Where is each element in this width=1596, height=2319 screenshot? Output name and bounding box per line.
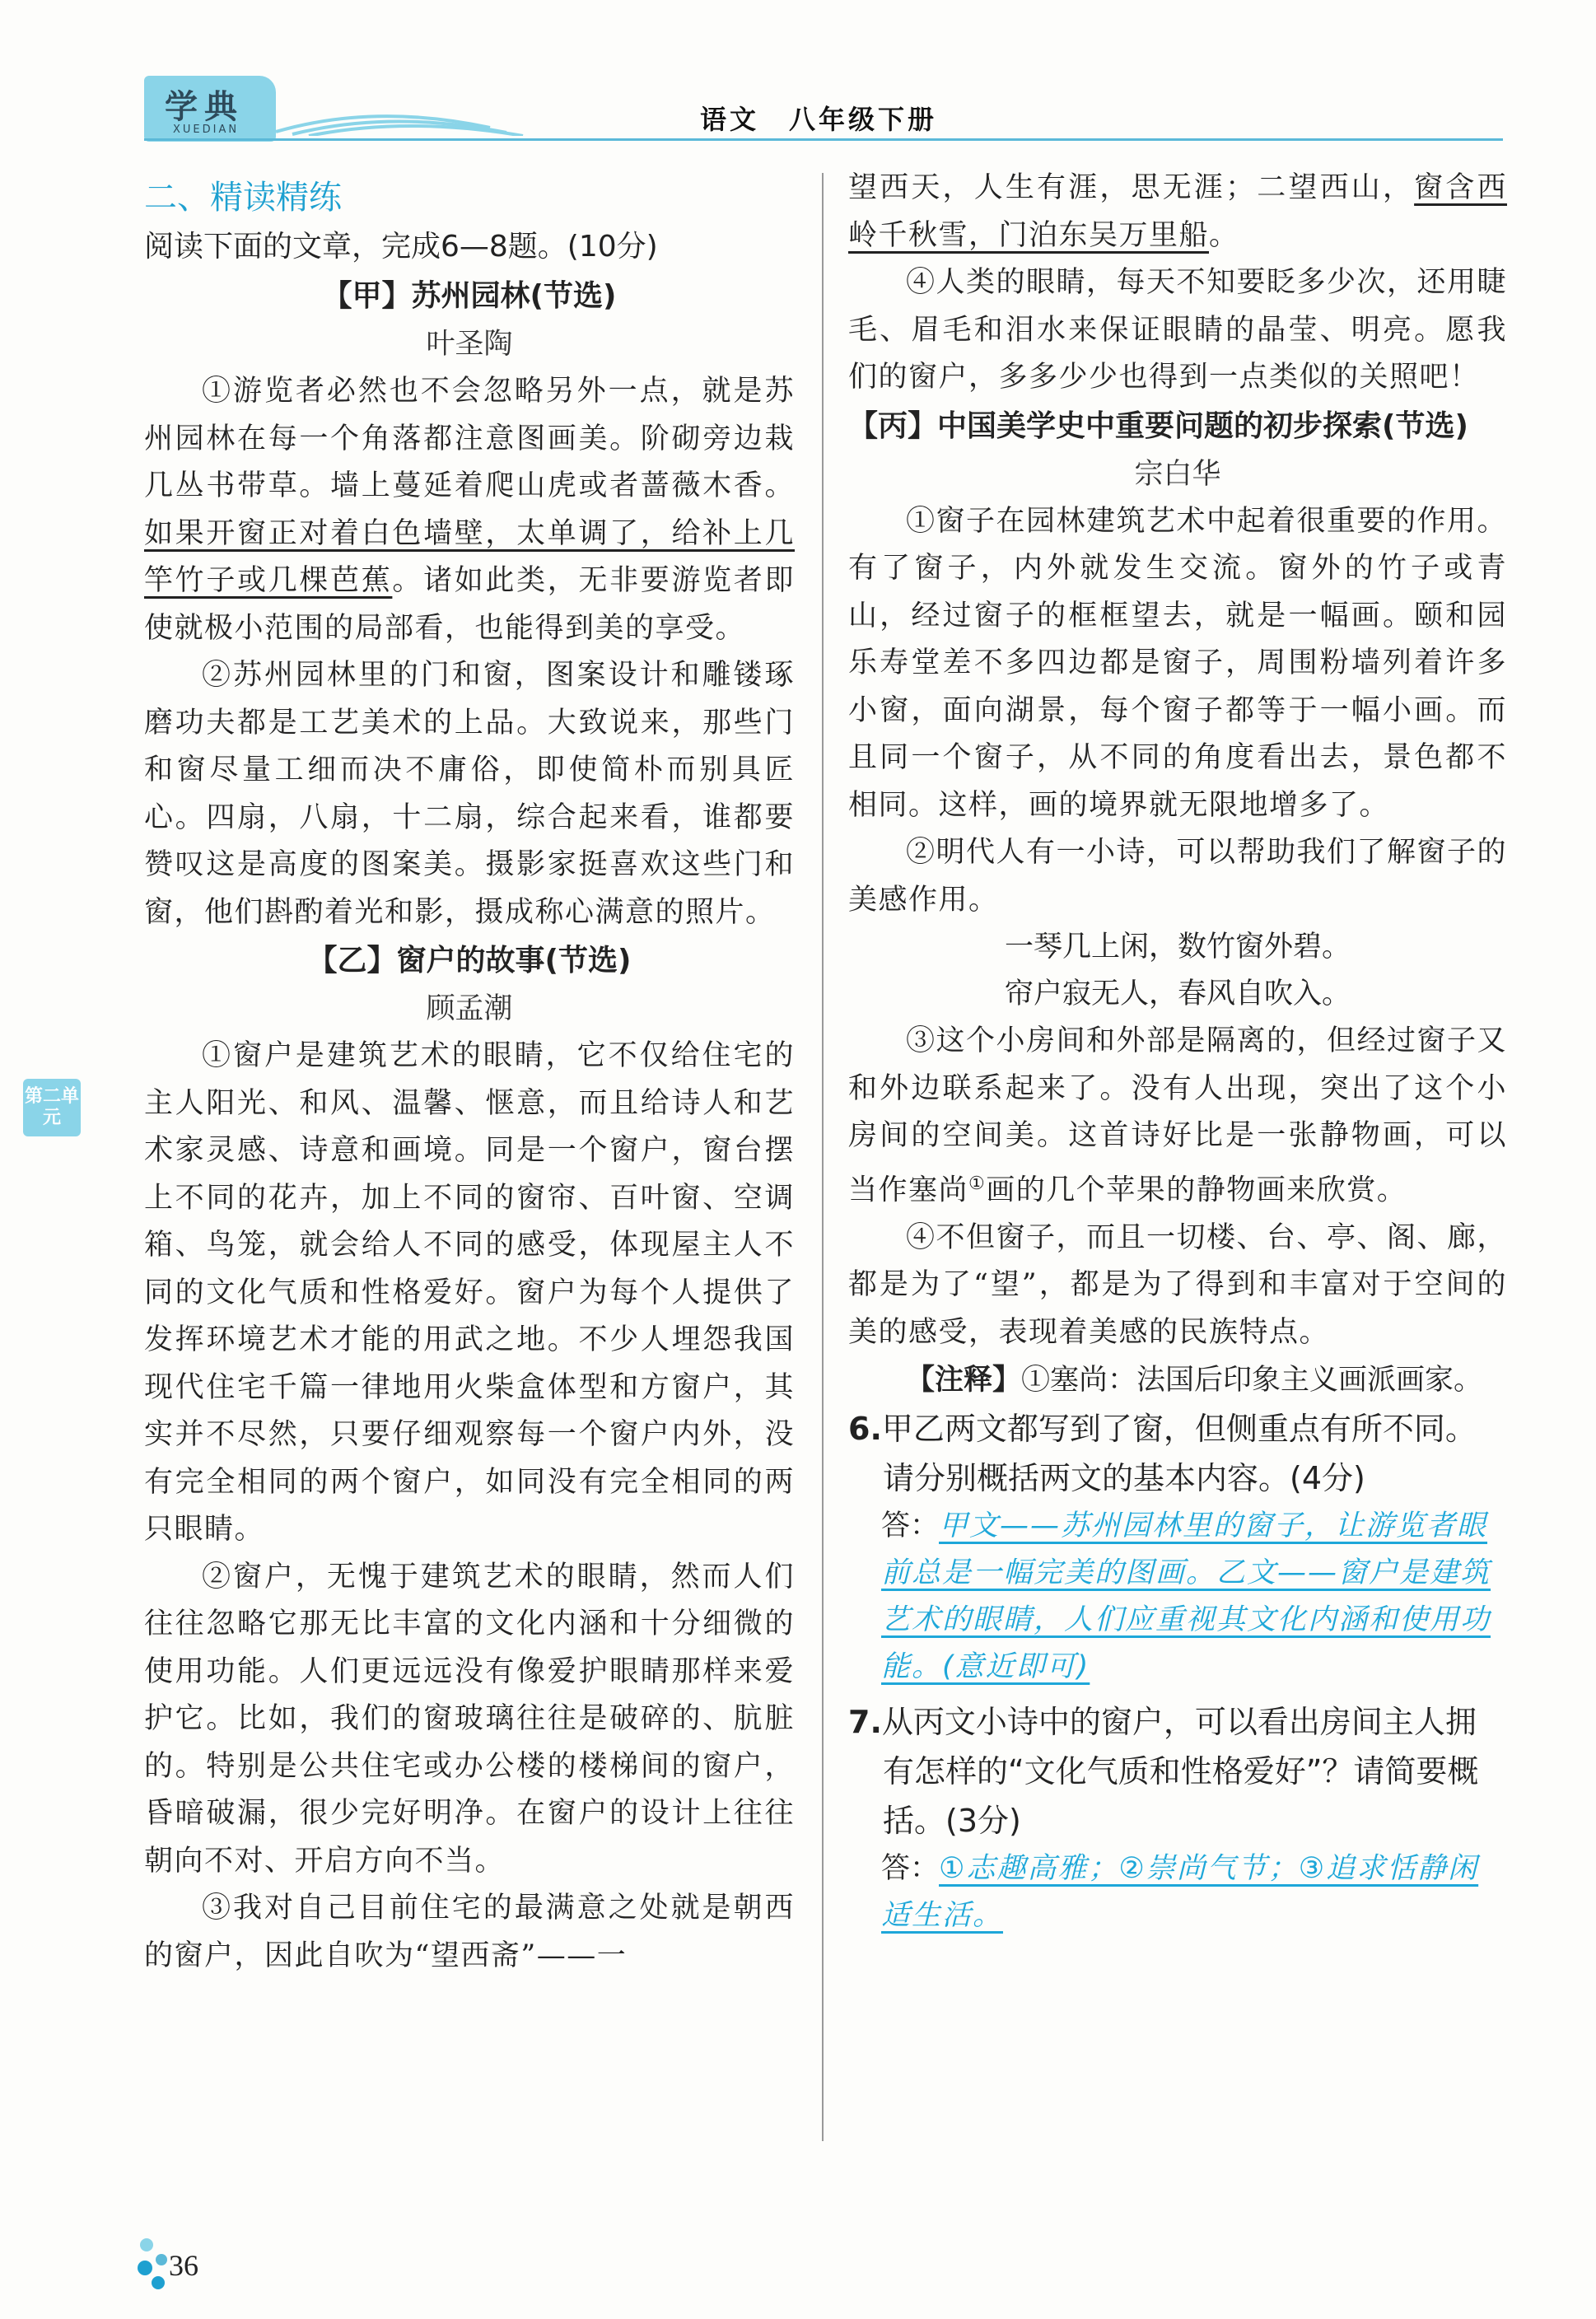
section-title: 二、精读精练	[144, 179, 342, 217]
article-b-paragraph-4: ④人类的眼睛，每天不知要眨多少次，还用睫毛、眉毛和泪水来保证眼睛的晶莹、明亮。愿我们的窗户，多多少少也得到一点类似的关照吧！	[848, 266, 1508, 394]
page-number: 36	[169, 2249, 198, 2282]
article-c-paragraph-4: ④不但窗子，而且一切楼、台、亭、阁、廊，都是为了“望”，都是为了得到和丰富对于空间的美的感受，表现着美感的民族特点。	[848, 1220, 1508, 1349]
answer-7: 答：①志趣高雅；②崇尚气节；③追求恬静闲适生活。	[881, 1852, 1479, 1933]
article-b-paragraph-1: ①窗户是建筑艺术的眼睛，它不仅给住宅的主人阳光、和风、温馨、惬意，而且给诗人和艺术家灵感、诗意和画境。同是一个窗户，窗台摆上不同的花卉，加上不同的窗帘、百叶窗、空调箱、鸟笼，就会给人不同的感受，体现屋主人不同的文化气质和性格爱好。窗户为每个人提供了发挥环境艺术才能的用武之地。不少人埋怨我国现代住宅千篇一律地用火柴盒体型和方窗户，其实并不尽然，只要仔细观察每一个窗户内外，没有完全相同的两个窗户，如同没有完全相同的两只眼睛。	[144, 1039, 795, 1546]
underlined-sentence: 如果开窗正对着白色墙壁，太单调了，给补上几竿竹子或几棵芭蕉	[144, 516, 795, 597]
left-column	[144, 165, 795, 1980]
unit-side-tab: 第二单元	[23, 1079, 81, 1136]
poem-line-2: 帘户寂无人，春风自吹入。	[1004, 978, 1351, 1010]
question-7: 7.从丙文小诗中的窗户，可以看出房间主人拥有怎样的“文化气质和性格爱好”？请简要概括。(3分)	[848, 1704, 1479, 1840]
article-b-author: 顾孟潮	[426, 992, 513, 1025]
article-c-author: 宗白华	[1134, 457, 1221, 491]
article-a-paragraph-1: ①游览者必然也不会忽略另外一点，就是苏州园林在每一个角落都注意图画美。阶砌旁边栽几丛书带草。墙上蔓延着爬山虎或者蔷薇木香。如果开窗正对着白色墙壁，太单调了，给补上几竿竹子或几棵芭蕉。诸如此类，无非要游览者即使就极小范围的局部看，也能得到美的享受。	[144, 375, 795, 645]
footnote-marker: ①	[968, 1173, 987, 1194]
brand-logo-subtitle: XUEDIAN	[173, 124, 240, 136]
article-c-title: 【丙】中国美学史中重要问题的初步探索(节选)	[848, 408, 1468, 443]
article-c-paragraph-2: ②明代人有一小诗，可以帮助我们了解窗子的美感作用。	[848, 836, 1508, 917]
article-a-author: 叶圣陶	[426, 328, 513, 361]
article-a-title: 【甲】苏州园林(节选)	[322, 279, 617, 313]
article-b-title: 【乙】窗户的故事(节选)	[307, 944, 632, 978]
header-divider	[144, 138, 1503, 141]
poem-line-1: 一琴几上闲，数竹窗外碧。	[1004, 931, 1351, 964]
answer-7-text: ①志趣高雅；②崇尚气节；③追求恬静闲适生活。	[881, 1852, 1479, 1933]
column-divider	[822, 173, 824, 2141]
reading-instructions: 阅读下面的文章，完成6—8题。(10分)	[144, 230, 658, 264]
article-c-paragraph-3: ③这个小房间和外部是隔离的，但经过窗子又和外边联系起来了。没有人出现，突出了这个小房间的空间美。这首诗好比是一张静物画，可以当作塞尚①画的几个苹果的静物画来欣赏。	[848, 1024, 1508, 1207]
article-c-paragraph-1: ①窗子在园林建筑艺术中起着很重要的作用。有了窗子，内外就发生交流。窗外的竹子或青山，经过窗子的框框望去，就是一幅画。颐和园乐寿堂差不多四边都是窗子，周围粉墙列着许多小窗，面向湖景，每个窗子都等于一幅小画。而且同一个窗子，从不同的角度看出去，景色都不相同。这样，画的境界就无限地增多了。	[848, 504, 1508, 822]
footnote: 【注释】①塞尚：法国后印象主义画派画家。	[906, 1363, 1483, 1397]
right-column	[848, 165, 1507, 1939]
article-b-paragraph-3: ③我对自己目前住宅的最满意之处就是朝西的窗户，因此自吹为“望西斋”——一	[144, 1892, 795, 1972]
answer-6: 答：甲文——苏州园林里的窗子，让游览者眼前总是一幅完美的图画。乙文——窗户是建筑艺术的眼睛，人们应重视其文化内涵和使用功能。(意近即可)	[881, 1509, 1491, 1684]
brand-logo-text: 学典	[165, 88, 244, 126]
answer-6-text: 甲文——苏州园林里的窗子，让游览者眼前总是一幅完美的图画。乙文——窗户是建筑艺术的眼睛，人们应重视其文化内涵和使用功能。(意近即可)	[881, 1509, 1491, 1684]
question-6: 6.甲乙两文都写到了窗，但侧重点有所不同。请分别概括两文的基本内容。(4分)	[848, 1411, 1477, 1497]
underlined-couplet: 窗含西岭千秋雪，门泊东吴万里船	[848, 171, 1507, 252]
page-header	[0, 0, 1596, 148]
article-b-paragraph-3-continued: 望西天，人生有涯，思无涯；二望西山，窗含西岭千秋雪，门泊东吴万里船。	[848, 171, 1507, 252]
article-a-paragraph-2: ②苏州园林里的门和窗，图案设计和雕镂琢磨功夫都是工艺美术的上品。大致说来，那些门和窗尽量工细而决不庸俗，即使简朴而别具匠心。四扇，八扇，十二扇，综合起来看，谁都要赞叹这是高度的图案美。摄影家挺喜欢这些门和窗，他们斟酌着光和影，摄成称心满意的照片。	[144, 659, 795, 929]
book-title: 语文 八年级下册	[700, 104, 938, 135]
page-number-dots-decoration	[132, 2232, 173, 2298]
article-b-paragraph-2: ②窗户，无愧于建筑艺术的眼睛，然而人们往往忽略它那无比丰富的文化内涵和十分细微的使用功能。人们更远远没有像爱护眼睛那样来爱护它。比如，我们的窗玻璃往往是破碎的、肮脏的。特别是公共住宅或办公楼的楼梯间的窗户，昏暗破漏，很少完好明净。在窗户的设计上往往朝向不对、开启方向不当。	[144, 1560, 795, 1878]
